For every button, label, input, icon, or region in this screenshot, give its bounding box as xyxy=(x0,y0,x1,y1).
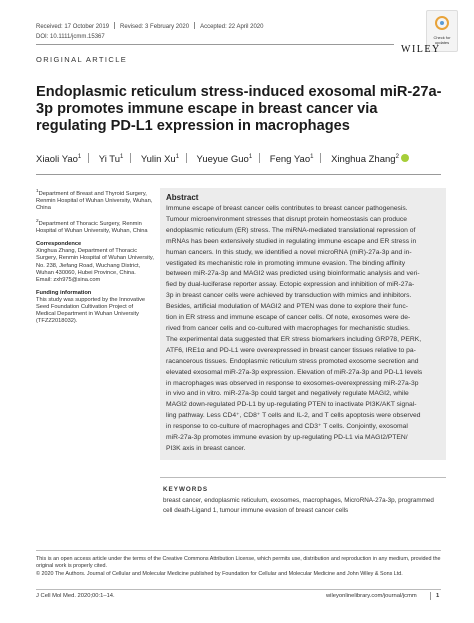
abstract-heading: Abstract xyxy=(166,193,199,202)
abstract-line: vestigated its mechanistic role in promoting immune evasion. The binding affinity xyxy=(166,259,406,267)
funding-label: Funding information xyxy=(36,289,92,296)
abstract-line: tion in ER stress and immune escape of cancer cells. Of note, exosomes were de- xyxy=(166,314,411,322)
footer-rule xyxy=(36,589,441,590)
badge-line1: Check for xyxy=(433,35,451,40)
correspondence-email[interactable]: Email: zxh975@sina.com xyxy=(36,276,101,283)
abstract-line: rived from cancer cells and co-cultured with macrophages for mechanistic studies. xyxy=(166,324,410,332)
revised-date: Revised: 3 February 2020 xyxy=(120,24,190,30)
abstract-line: ATF6, IRE1α and PD-L1 were overexpressed in breast cancer tissues relative to pa- xyxy=(166,346,416,354)
article-title: Endoplasmic reticulum stress-induced exosomal miR-27a-3p promotes immune escape in breast cancer via regulating PD-L1 expression in macrophages xyxy=(36,84,442,134)
abstract-line: miR-27a-3p promotes immune evasion by up-regulating PD-L1 via MAGI2/PTEN/ xyxy=(166,434,408,442)
abstract-body xyxy=(166,204,442,455)
orcid-icon[interactable] xyxy=(401,154,409,162)
received-date: Received: 17 October 2019 xyxy=(36,24,110,30)
abstract-line: elevated exosomal miR-27a-3p expression. Elevation of miR-27a-3p and PD-L1 levels xyxy=(166,368,423,376)
copyright-text: © 2020 The Authors. Journal of Cellular and Molecular Medicine published by Foundation for Cellular and Molecular Medicine and John Wiley & Sons Ltd. xyxy=(36,570,403,577)
affiliation-2: $^2$Department of Thoracic Surgery, Renmin Hospital of Wuhan University, Wuhan, China xyxy=(36,219,148,235)
license-footnote xyxy=(36,556,441,578)
left-column xyxy=(36,188,154,331)
abstract-line: fied by dual-luciferase reporter assay. Ectopic expression and inhibition of miR-27a- xyxy=(166,281,415,289)
abstract-line: in response to co-culture of macrophages and CD3⁺ T cells. Conjointly, exosomal xyxy=(166,423,408,431)
abstract-box xyxy=(160,188,446,460)
abstract-line: PI3K axis in breast cancer. xyxy=(166,444,246,452)
author-rule xyxy=(36,174,441,175)
journal-url[interactable]: wileyonlinelibrary.com/journal/jcmm xyxy=(326,593,417,599)
page-number: 1 xyxy=(436,593,440,599)
abstract-line: mRNAs has been extensively studied in regulating immune escape and ER stress in xyxy=(166,237,417,245)
funding-text: This study was supported by the Innovative Seed Foundation Cultivation Project of Medical Department in Wuhan University (TFZZ2018032). xyxy=(36,296,146,325)
journal-citation: J Cell Mol Med. 2020;00:1–14. xyxy=(36,593,115,599)
header-rule xyxy=(36,44,394,45)
keywords-rule xyxy=(160,477,446,478)
abstract-line: Besides, artificial modulation of MAGI2 and PTEN was done to explore their func- xyxy=(166,303,408,311)
publisher-logo: WILEY xyxy=(401,44,441,55)
keywords-text: breast cancer, endoplasmic reticulum, exosomes, macrophages, MicroRNA-27a-3p, programmed cell death-Ligand 1, tumour immune evasion of breast cancer cells xyxy=(163,497,434,514)
doi[interactable]: DOI: 10.1111/jcmm.15367 xyxy=(36,34,105,40)
author[interactable]: Yueyue Guo$^1$ xyxy=(196,153,253,165)
badge-line2: updates xyxy=(434,40,450,45)
author-list xyxy=(36,153,409,165)
keywords-heading: KEYWORDS xyxy=(163,486,209,493)
abstract-line: MAGI2 down-regulated PD-L1 by up-regulating PTEN to inactivate PI3K/AKT signal- xyxy=(166,401,417,409)
abstract-line: between miR-27a-3p and MAGI2 was predicted using bioinformatic analysis and veri- xyxy=(166,270,420,278)
footer-divider xyxy=(430,592,431,600)
abstract-line: in vivo and in vitro. miR-27a-3p could target and negatively regulate MAGI2, while xyxy=(166,390,409,398)
abstract-line: racancerous tissues. Endoplasmic reticulum stress promoted exosome secretion and xyxy=(166,357,419,365)
author[interactable]: Yulin Xu$^1$ xyxy=(140,153,180,165)
author[interactable]: Xinghua Zhang$^2$ xyxy=(331,153,399,165)
article-type: ORIGINAL ARTICLE xyxy=(36,55,128,64)
abstract-line: ling pathway. Less CD4⁺, CD8⁺ T cells and IL-2, and T cells apoptosis were observed xyxy=(166,412,421,420)
license-text: This is an open access article under the terms of the Creative Commons Attribution License, which permits use, distribution and reproduction in any medium, provided the original work is properly cited. xyxy=(36,556,441,570)
check-updates-icon xyxy=(435,16,449,30)
abstract-line: in macrophages was observed in response to exosomes-overexpressing miR-27a-3p xyxy=(166,379,419,387)
accepted-date: Accepted: 22 April 2020 xyxy=(200,24,264,30)
correspondence-label: Correspondence xyxy=(36,241,82,248)
abstract-line: human cancers. In this study, we identified a novel microRNA (miR)-27a-3p and in- xyxy=(166,248,412,256)
abstract-line: Tumour microenvironment stresses that disrupt protein homeostasis can produce xyxy=(166,215,407,223)
abstract-line: The experimental data suggested that ER stress biomarkers including GRP78, PERK, xyxy=(166,335,422,343)
author[interactable]: Feng Yao$^1$ xyxy=(269,153,314,165)
abstract-line: Immune escape of breast cancer cells contributes to breast cancer pathogenesis. xyxy=(166,205,408,212)
author[interactable]: Xiaoli Yao$^1$ xyxy=(36,153,82,165)
funding xyxy=(36,290,154,325)
dates-line xyxy=(36,22,263,30)
correspondence xyxy=(36,241,154,284)
correspondence-text: Xinghua Zhang, Department of Thoracic Surgery, Renmin Hospital of Wuhan University, No. 238, Jiefang Road, Wuchang District, Wuhan 430060, Hubei Province, China. xyxy=(36,248,154,276)
footnote-rule xyxy=(36,550,441,551)
affiliation-1: $^1$Department of Breast and Thyroid Surgery, Renmin Hospital of Wuhan University, Wuhan, China xyxy=(36,189,153,212)
abstract-line: endoplasmic reticulum (ER) stress. The miRNA-mediated translational repression of xyxy=(166,226,416,234)
author[interactable]: Yi Tu$^1$ xyxy=(98,153,124,165)
abstract-line: 3p in breast cancer cells were achieved by transduction with mimics and inhibitors. xyxy=(166,292,412,300)
